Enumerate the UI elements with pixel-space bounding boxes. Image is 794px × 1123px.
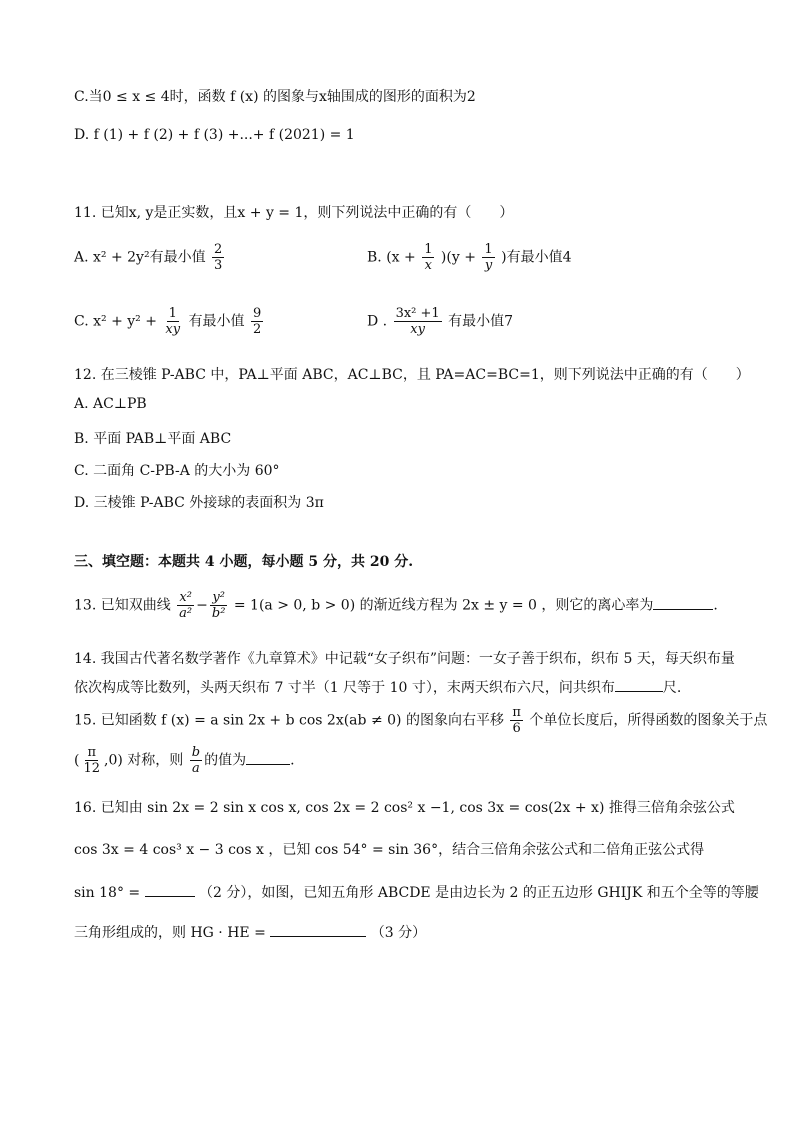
- q11-c-f2-den: 2: [253, 322, 262, 337]
- q13-pre: 13. 已知双曲线: [74, 597, 171, 614]
- q11-a-den: 3: [214, 258, 223, 273]
- q15-l2-mid: ,0) 对称，则: [104, 752, 184, 769]
- q11-c-f1-num: 1: [168, 306, 177, 321]
- q16-line4-post: （3 分）: [370, 925, 427, 941]
- option-d-prev: D. f (1) + f (2) + f (3) +...+ f (2021) = 1: [74, 127, 355, 143]
- question-16-line4: [74, 922, 426, 942]
- q11-b-frac2: [482, 242, 494, 273]
- q12-option-b: B. 平面 PAB⊥平面 ABC: [74, 431, 232, 447]
- q11-b-f1-num: 1: [424, 242, 433, 257]
- q11-b-f2-den: y: [484, 258, 493, 273]
- q11-d-den: xy: [410, 322, 425, 337]
- q13-f2-den: b²: [211, 606, 226, 621]
- q15-l2-frac1: [81, 745, 102, 776]
- question-14-line2: [74, 677, 681, 697]
- question-16-line1: 16. 已知由 sin 2x = 2 sin x cos x, cos 2x = 2 cos² x −1, cos 3x = cos(2x + x) 推得三倍角余弦公式: [74, 800, 735, 816]
- q11-option-a: [74, 242, 226, 273]
- q11-d-frac: [394, 306, 442, 337]
- question-14-line1: 14. 我国古代著名数学著作《九章算术》中记载“女子织布”问题：一女子善于织布，织布 5 天，每天织布量: [74, 651, 735, 667]
- q11-c-mid: 有最小值: [188, 313, 245, 330]
- q11-option-c: [74, 306, 265, 337]
- q11-b-f2-num: 1: [484, 242, 493, 257]
- q13-frac1: [177, 590, 194, 621]
- q15-l2-post: 的值为: [204, 752, 247, 769]
- q13-f1-num: x²: [179, 590, 192, 605]
- q14-line2-text: 依次构成等比数列，头两天织布 7 寸半（1 尺等于 10 寸），末两天织布六尺，问共织布: [74, 680, 615, 696]
- q15-frac: [510, 705, 523, 736]
- q16-sin18-blank[interactable]: [145, 884, 195, 897]
- question-11-stem: 11. 已知x, y是正实数，且x + y = 1，则下列说法中正确的有（ ）: [74, 205, 514, 221]
- q11-b-mid: )(y +: [440, 249, 476, 266]
- q14-line2-end: 尺.: [662, 680, 682, 696]
- q13-minus: −: [196, 597, 208, 614]
- q16-line3-pre: sin 18° =: [74, 885, 141, 901]
- q15-answer-blank[interactable]: [246, 752, 290, 765]
- question-16-line2: cos 3x = 4 cos³ x − 3 cos x ，已知 cos 54° = sin 36°，结合三倍角余弦公式和二倍角正弦公式得: [74, 842, 705, 858]
- q15-pre: 15. 已知函数 f (x) = a sin 2x + b cos 2x(ab ≠ 0) 的图象向右平移: [74, 712, 504, 729]
- q11-c-frac2: [251, 306, 263, 337]
- q16-line3-post: （2 分），如图，已知五角形 ABCDE 是由边长为 2 的正五边形 GHIJK 和五个全等的等腰: [199, 885, 759, 901]
- section-3-heading: 三、填空题：本题共 4 小题，每小题 5 分，共 20 分.: [74, 554, 414, 570]
- q15-l2-f-den: a: [192, 761, 200, 776]
- q13-frac2: [210, 590, 228, 621]
- question-15-line2: [74, 745, 295, 776]
- q11-option-d: [367, 306, 513, 337]
- q11-d-pre: D .: [367, 313, 388, 330]
- q13-answer-blank[interactable]: [653, 597, 713, 610]
- question-16-line3: [74, 882, 759, 902]
- q15-l2-num: π: [87, 745, 97, 760]
- q15-l2-den: 12: [83, 761, 101, 776]
- q11-c-frac1: [163, 306, 182, 337]
- q15-l2-end: .: [290, 752, 295, 769]
- q12-option-c: C. 二面角 C-PB-A 的大小为 60°: [74, 463, 280, 479]
- q13-f2-num: y²: [212, 590, 225, 605]
- q11-c-pre: C. x² + y² +: [74, 313, 157, 330]
- q11-a-num: 2: [214, 242, 223, 257]
- q11-d-post: 有最小值7: [448, 313, 514, 330]
- q11-b-pre: B. (x +: [367, 249, 416, 266]
- q15-l2-open: (: [74, 752, 80, 769]
- q15-f-num: π: [512, 705, 521, 720]
- q11-a-fraction: [212, 242, 224, 273]
- q13-end: .: [713, 597, 718, 614]
- q15-l2-f-num: b: [191, 745, 201, 760]
- q11-a-text: A. x² + 2y²有最小值: [74, 249, 206, 266]
- q15-post: 个单位长度后，所得函数的图象关于点: [529, 712, 768, 729]
- q11-c-f1-den: xy: [165, 322, 181, 337]
- question-15-line1: [74, 705, 767, 736]
- q16-dot-product-blank[interactable]: [270, 924, 366, 937]
- q11-c-f2-num: 9: [253, 306, 262, 321]
- q11-b-post: )有最小值4: [501, 249, 572, 266]
- q11-option-b: [367, 242, 572, 273]
- q16-line4-pre: 三角形组成的，则 HG · HE =: [74, 925, 266, 941]
- q13-f1-den: a²: [179, 606, 193, 621]
- question-12-stem: 12. 在三棱锥 P-ABC 中，PA⊥平面 ABC，AC⊥BC，且 PA=AC=BC=1，则下列说法中正确的有（ ）: [74, 367, 750, 383]
- q12-option-d: D. 三棱锥 P-ABC 外接球的表面积为 3π: [74, 495, 324, 511]
- q11-b-f1-den: x: [424, 258, 432, 273]
- q11-d-num: 3x² +1: [395, 306, 440, 321]
- q15-f-den: 6: [512, 721, 521, 736]
- option-c-prev: C.当0 ≤ x ≤ 4时，函数 f (x) 的图象与x轴围成的图形的面积为2: [74, 89, 476, 105]
- q11-b-frac1: [422, 242, 434, 273]
- question-13: [74, 590, 718, 621]
- q13-mid: = 1(a > 0, b > 0) 的渐近线方程为 2x ± y = 0 ，则它的离心率为: [233, 597, 654, 614]
- q15-l2-frac2: [190, 745, 202, 776]
- q12-option-a: A. AC⊥PB: [74, 396, 147, 412]
- q14-answer-blank[interactable]: [615, 679, 663, 692]
